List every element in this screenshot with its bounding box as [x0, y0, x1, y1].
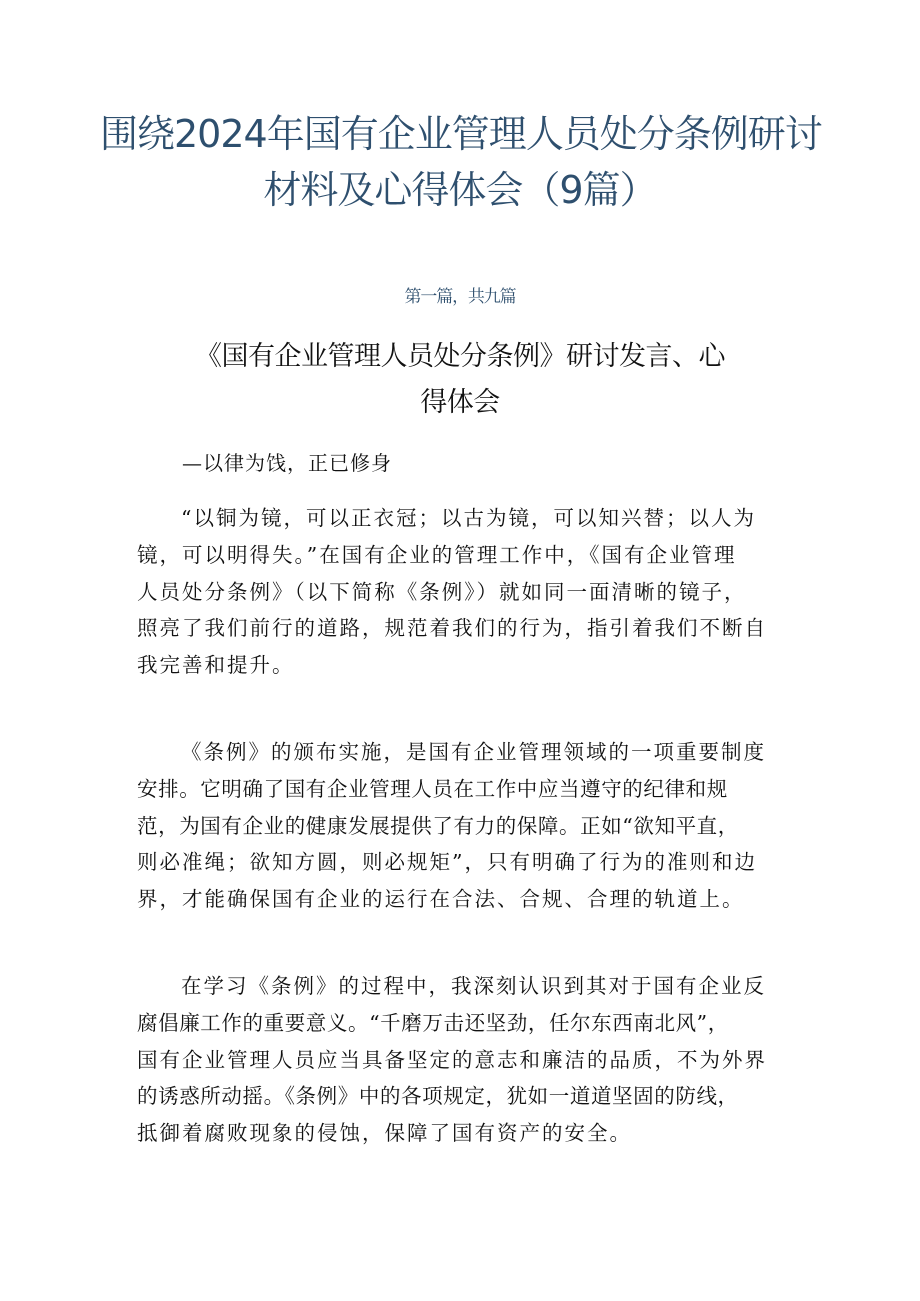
paragraph-line: 则必准绳；欲知方圆，则必规矩”，只有明确了行为的准则和边 [137, 850, 757, 875]
paragraph-line: 照亮了我们前行的道路，规范着我们的行为，指引着我们不断自 [137, 616, 767, 641]
body-paragraph [137, 968, 797, 1152]
paragraph-line: 范，为国有企业的健康发展提供了有力的保障。正如“欲知平直， [137, 813, 739, 838]
paragraph-line: “以铜为镜，可以正衣冠；以古为镜，可以知兴替；以人为 [181, 506, 756, 530]
paragraph-line: 界，才能确保国有企业的运行在合法、合规、合理的轨道上。 [137, 887, 745, 912]
paragraph-line: 安排。它明确了国有企业管理人员在工作中应当遵守的纪律和规 [137, 776, 728, 801]
paragraph-line: 在学习《条例》的过程中，我深刻认识到其对于国有企业反 [181, 974, 766, 998]
paragraph-line: 的诱惑所动摇。《条例》中的各项规定，犹如一道道坚固的防线， [137, 1084, 739, 1109]
paragraph-line: 我完善和提升。 [137, 653, 295, 678]
paragraph-line: 《条例》的颁布实施，是国有企业管理领域的一项重要制度 [181, 740, 766, 764]
paragraph-line: 抵御着腐败现象的侵蚀，保障了国有资产的安全。 [137, 1121, 632, 1146]
body-paragraph [137, 734, 797, 918]
body-paragraph [137, 500, 797, 684]
document-title-line: 材料及心得体会（9篇） [263, 168, 657, 212]
section-subtitle: —以律为饯，正已修身 [182, 451, 392, 475]
section-title-line: 《国有企业管理人员处分条例》研讨发言、心 [195, 341, 725, 372]
part-label: 第一篇，共九篇 [404, 287, 516, 307]
section-title [160, 334, 760, 426]
document-title [100, 106, 820, 218]
section-title-line: 得体会 [420, 387, 500, 418]
paragraph-line: 镜，可以明得失。”在国有企业的管理工作中，《国有企业管理 [137, 542, 737, 567]
document-title-line: 围绕2024年国有企业管理人员处分条例研讨 [100, 112, 822, 156]
paragraph-line: 国有企业管理人员应当具备坚定的意志和廉洁的品质，不为外界 [137, 1047, 767, 1072]
paragraph-line: 人员处分条例》（以下简称《条例》）就如同一面清晰的镜子， [137, 579, 747, 604]
paragraph-line: 腐倡廉工作的重要意义。“千磨万击还坚劲，任尔东西南北风”， [137, 1010, 729, 1035]
